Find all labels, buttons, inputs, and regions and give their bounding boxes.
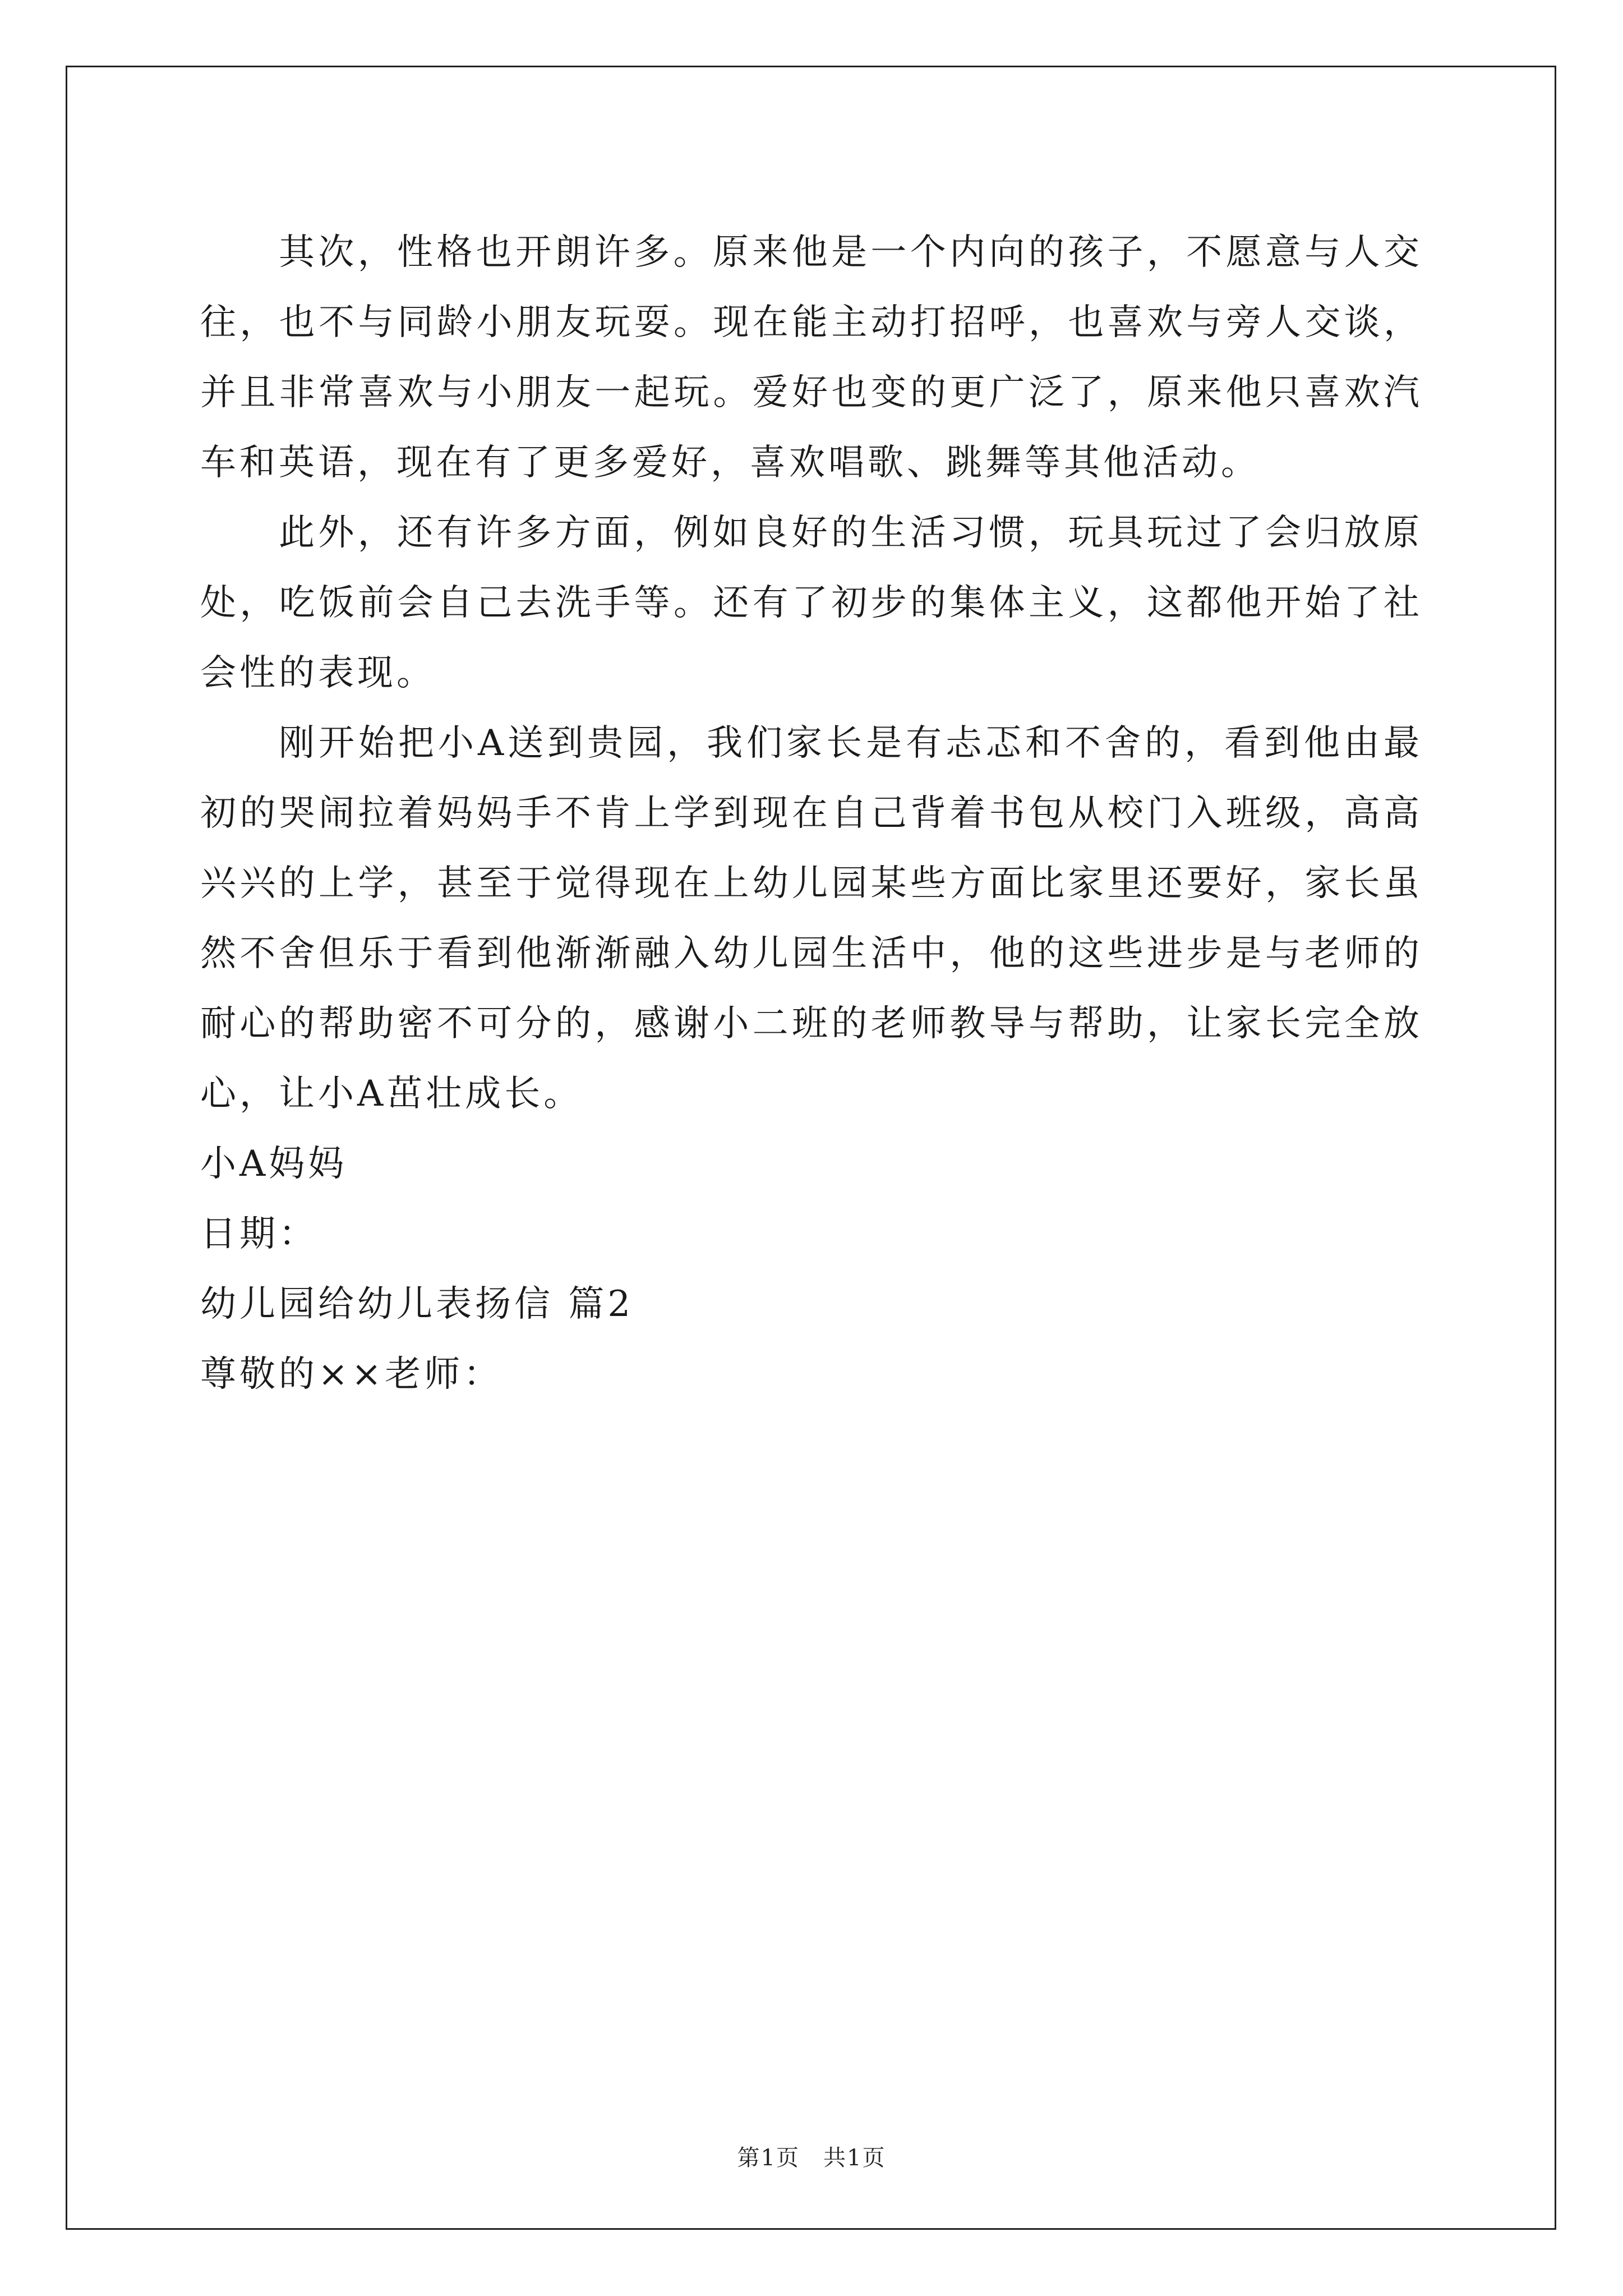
- salutation: 尊敬的××老师：: [200, 1354, 503, 1395]
- section-heading: 幼儿园给幼儿表扬信 篇2: [200, 1283, 634, 1325]
- paragraph-personality: 其次，性格也开朗许多。原来他是一个内向的孩子，不愿意与人交往，也不与同龄小朋友玩耍。现在能主动打招呼，也喜欢与旁人交谈，并且非常喜欢与小朋友一起玩。爱好也变的更广泛了，原来他只喜欢汽车和英语，现在有了更多爱好，喜欢唱歌、跳舞等其他活动。: [200, 232, 1423, 484]
- paragraph-habits: 此外，还有许多方面，例如良好的生活习惯，玩具玩过了会归放原处，吃饭前会自己去洗手等。还有了初步的集体主义，这都他开始了社会性的表现。: [200, 512, 1423, 694]
- paragraph-gratitude: 刚开始把小A送到贵园，我们家长是有忐忑和不舍的，看到他由最初的哭闹拉着妈妈手不肯上学到现在自己背着书包从校门入班级，高高兴兴的上学，甚至于觉得现在上幼儿园某些方面比家里还要好，家长虽然不舍但乐于看到他渐渐融入幼儿园生活中，他的这些进步是与老师的耐心的帮助密不可分的，感谢小二班的老师教导与帮助，让家长完全放心，让小A茁壮成长。: [200, 723, 1423, 1115]
- signature: 小A妈妈: [200, 1143, 348, 1185]
- document-body: [200, 218, 1423, 1410]
- date-line: 日期：: [200, 1213, 318, 1255]
- page-number: 第1页 共1页: [737, 2145, 886, 2171]
